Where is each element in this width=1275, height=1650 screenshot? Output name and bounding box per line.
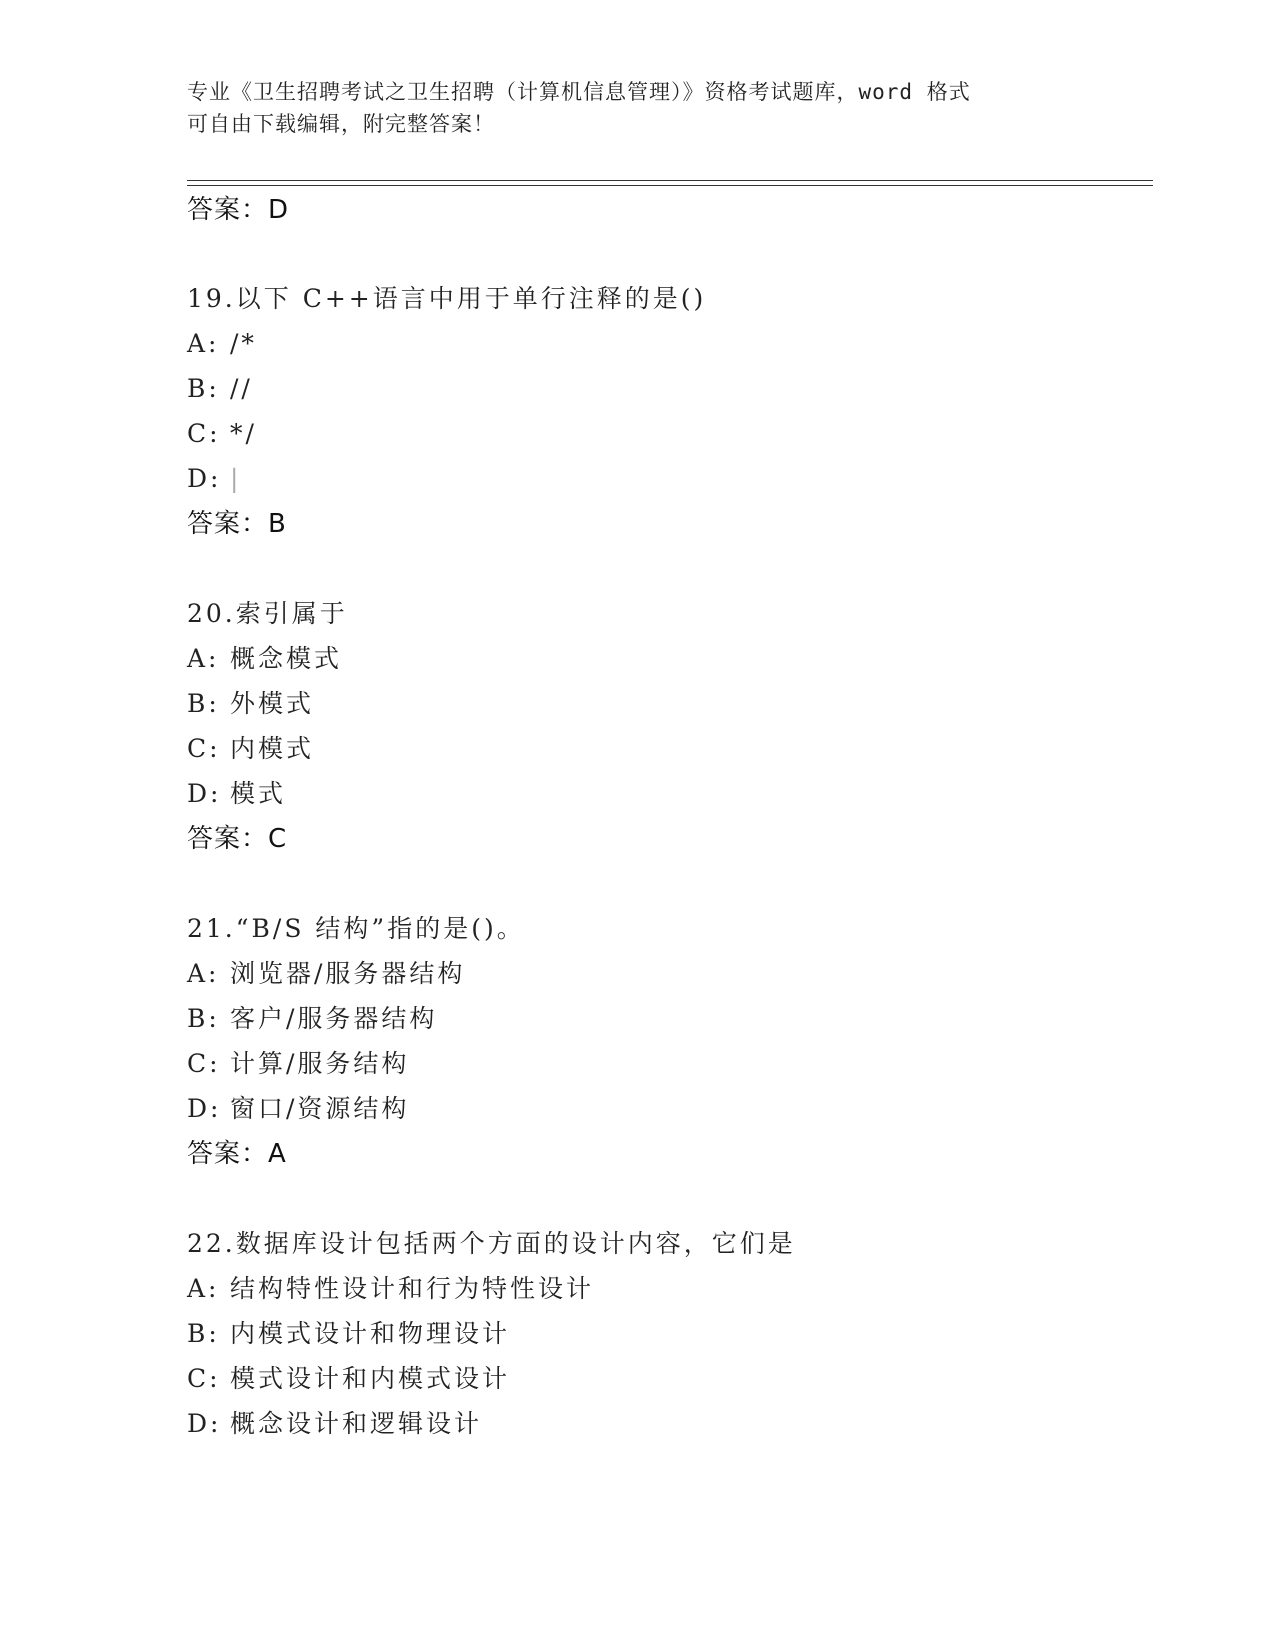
question-21-option-c	[187, 1047, 409, 1081]
option-text: 计算/服务结构	[230, 1049, 410, 1078]
question-20-option-a	[187, 642, 342, 676]
question-19-stem: 19.以下 C++语言中用于单行注释的是()	[187, 284, 707, 313]
option-text: 窗口/资源结构	[230, 1094, 410, 1123]
option-letter: B:	[187, 374, 220, 403]
answer-18: 答案：D	[187, 195, 290, 225]
option-text: 概念模式	[230, 644, 343, 673]
option-text: 内模式设计和物理设计	[230, 1319, 511, 1348]
question-22-option-a	[187, 1272, 594, 1306]
question-21-option-d	[187, 1092, 409, 1126]
header-line-1: 专业《卫生招聘考试之卫生招聘（计算机信息管理）》资格考试题库，word 格式	[187, 80, 971, 104]
answer-21: 答案：A	[187, 1139, 287, 1169]
option-letter: A:	[187, 644, 220, 673]
option-letter: B:	[187, 1004, 220, 1033]
option-text: 模式	[230, 779, 287, 808]
option-letter: C:	[187, 734, 221, 763]
option-letter: C:	[187, 419, 221, 448]
option-text: 内模式	[230, 734, 315, 763]
question-20-option-d	[187, 777, 286, 811]
option-letter: D:	[187, 779, 222, 808]
question-19-option-d	[187, 462, 241, 496]
header-line-2: 可自由下载编辑，附完整答案！	[187, 112, 495, 136]
option-text: |	[230, 464, 242, 493]
option-letter: D:	[187, 464, 222, 493]
question-21-option-a	[187, 957, 465, 991]
question-22-stem: 22.数据库设计包括两个方面的设计内容，它们是	[187, 1229, 796, 1258]
option-letter: A:	[187, 329, 220, 358]
question-21-option-b	[187, 1002, 437, 1036]
question-20-option-b	[187, 687, 314, 721]
option-letter: C:	[187, 1364, 221, 1393]
option-letter: A:	[187, 1274, 220, 1303]
document-header	[187, 76, 1087, 140]
option-text: 浏览器/服务器结构	[230, 959, 466, 988]
header-divider-bottom	[187, 185, 1153, 186]
option-letter: A:	[187, 959, 220, 988]
option-letter: B:	[187, 1319, 220, 1348]
question-22-option-d	[187, 1407, 482, 1441]
answer-19: 答案：B	[187, 509, 287, 539]
question-21-stem: 21.“B/S 结构”指的是()。	[187, 914, 525, 943]
option-text: */	[230, 419, 257, 448]
option-letter: C:	[187, 1049, 221, 1078]
option-letter: B:	[187, 689, 220, 718]
option-text: 外模式	[230, 689, 315, 718]
question-20-stem: 20.索引属于	[187, 599, 348, 628]
question-19-option-a	[187, 327, 257, 361]
option-text: 概念设计和逻辑设计	[230, 1409, 483, 1438]
question-22-option-b	[187, 1317, 510, 1351]
question-19-option-b	[187, 372, 253, 406]
question-20-option-c	[187, 732, 314, 766]
header-divider-top	[187, 180, 1153, 181]
option-text: //	[230, 374, 253, 403]
option-letter: D:	[187, 1094, 222, 1123]
answer-20: 答案：C	[187, 824, 288, 854]
option-letter: D:	[187, 1409, 222, 1438]
option-text: 结构特性设计和行为特性设计	[230, 1274, 595, 1303]
question-22-option-c	[187, 1362, 510, 1396]
option-text: 客户/服务器结构	[230, 1004, 438, 1033]
option-text: /*	[230, 329, 257, 358]
question-19-option-c	[187, 417, 257, 451]
option-text: 模式设计和内模式设计	[230, 1364, 511, 1393]
